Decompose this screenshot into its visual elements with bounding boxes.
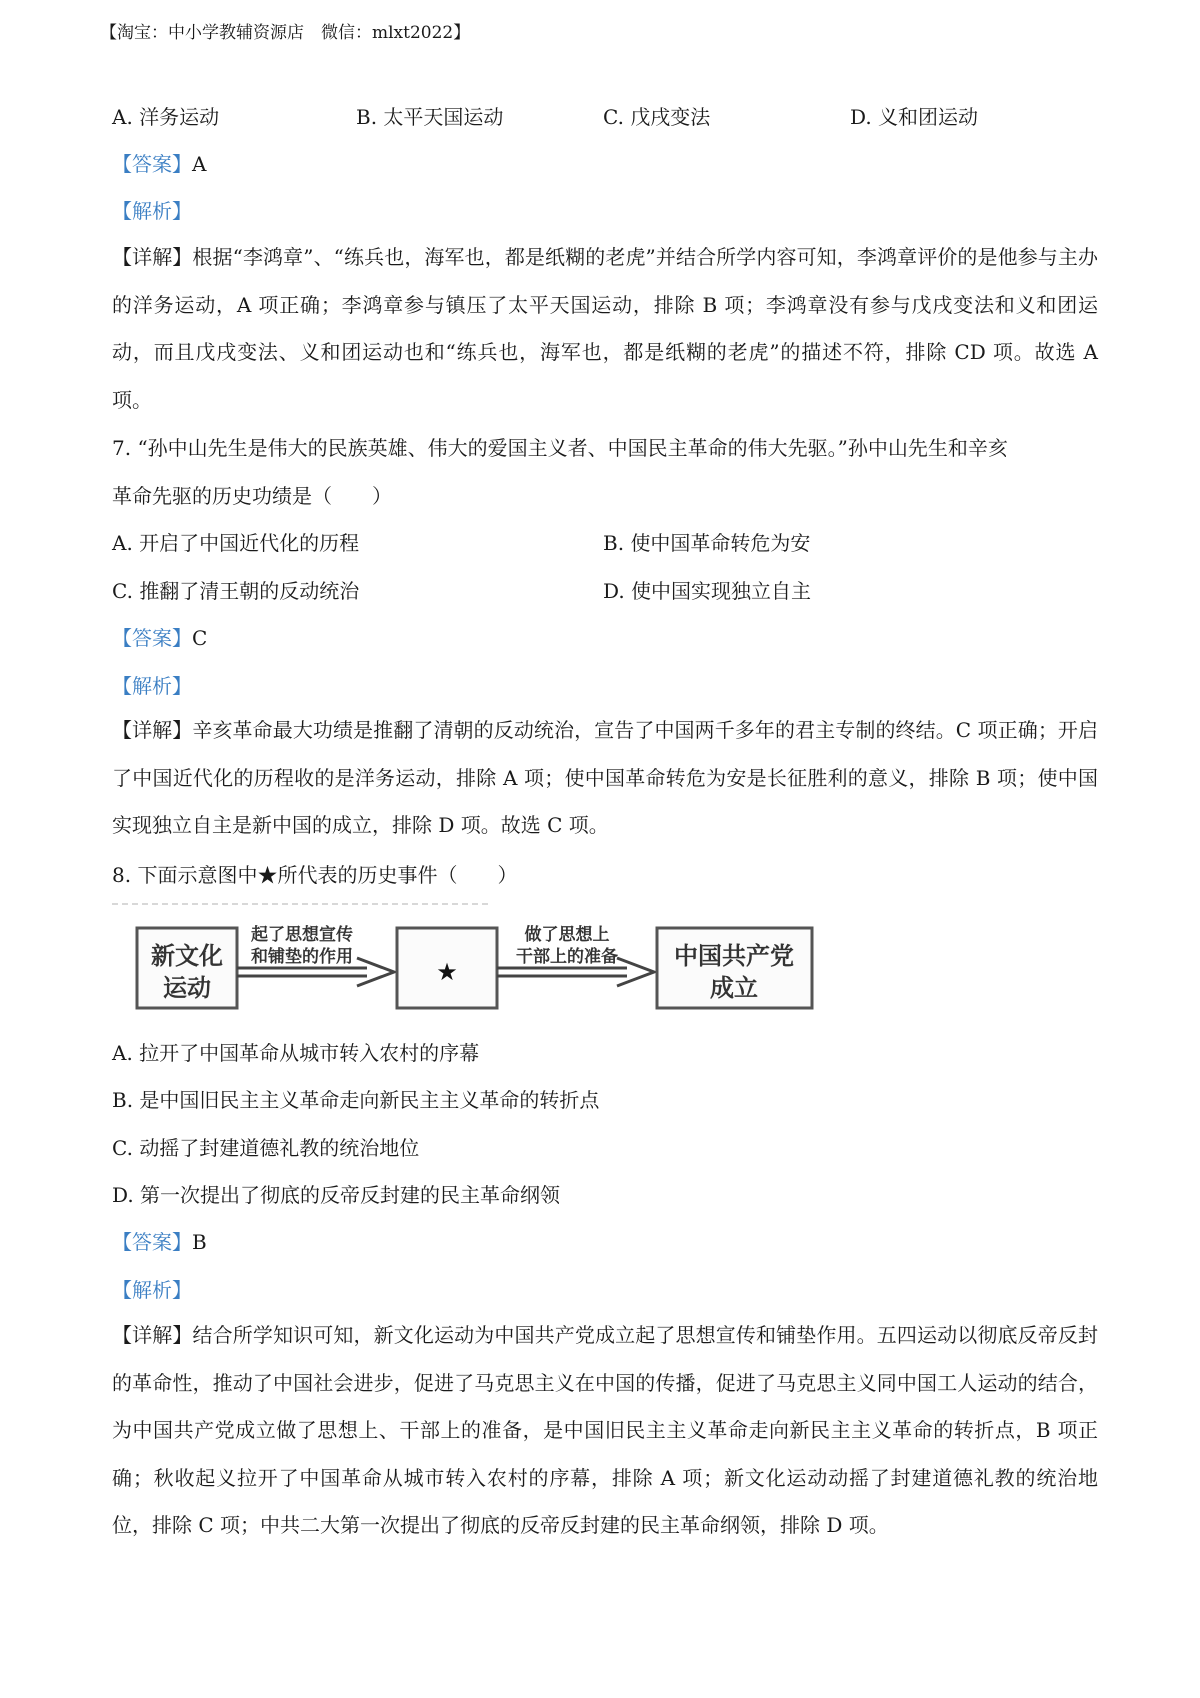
arrow1-label-line2: 和铺垫的作用	[251, 947, 353, 966]
diagram-arrow-1	[237, 924, 394, 986]
option-letter: B.	[603, 531, 625, 555]
star-icon: ★	[436, 958, 458, 986]
arrowhead-icon	[357, 958, 394, 986]
q7-option-c	[112, 578, 359, 604]
q8-option-a	[112, 1040, 479, 1066]
detail-label: 【详解】	[112, 1323, 193, 1347]
q7-analysis-label: 【解析】	[112, 674, 192, 698]
q6-answer	[112, 151, 206, 177]
header-watermark: 【淘宝：中小学教辅资源店 微信：mlxt2022】	[100, 23, 471, 43]
answer-label: 【答案】	[112, 626, 192, 650]
q6-option-b	[356, 104, 503, 130]
option-text: 使中国革命转危为安	[630, 531, 811, 555]
q7-option-a	[112, 530, 359, 556]
arrow1-label-line1: 起了思想宣传	[251, 925, 353, 944]
option-letter: A.	[112, 1041, 133, 1065]
detail-label: 【详解】	[112, 245, 193, 269]
option-letter: A.	[112, 531, 133, 555]
answer-value: A	[192, 152, 207, 176]
option-letter: D.	[850, 105, 872, 129]
diagram-box-cpc-founding	[657, 928, 812, 1008]
detail-text: 辛亥革命最大功绩是推翻了清朝的反动统治，宣告了中国两千多年的君主专制的终结。C 项正确；开启了中国近代化的历程收的是洋务运动，排除 A 项；使中国革命转危为安是长征胜利的意义，排除 B 项；使中国实现独立自主是新中国的成立，排除 D 项。故选 C 项。	[112, 718, 1099, 837]
diagram-arrow-2	[497, 924, 654, 986]
q6-option-c	[603, 104, 710, 130]
option-letter: A.	[112, 105, 133, 129]
answer-value: B	[192, 1230, 207, 1254]
arrow2-label-line2: 干部上的准备	[516, 947, 618, 966]
option-text: 戊戌变法	[630, 105, 711, 129]
q8-detail	[112, 1312, 1098, 1550]
q8-analysis-label: 【解析】	[112, 1278, 192, 1302]
answer-label: 【答案】	[112, 152, 192, 176]
detail-label: 【详解】	[112, 718, 193, 742]
q7-option-b	[603, 530, 810, 556]
q7-stem-line1: 7. “孙中山先生是伟大的民族英雄、伟大的爱国主义者、中国民主革命的伟大先驱。”孙中山先生和辛亥	[112, 436, 1008, 460]
q7-option-d	[603, 578, 811, 604]
q6-detail	[112, 234, 1098, 424]
option-letter: B.	[356, 105, 378, 129]
option-letter: D.	[603, 579, 625, 603]
box3-line1: 中国共产党	[674, 944, 794, 970]
q6-option-a	[112, 104, 219, 130]
box1-line2: 运动	[163, 976, 211, 1002]
q8-option-c	[112, 1135, 419, 1161]
option-text: 洋务运动	[139, 105, 220, 129]
answer-label: 【答案】	[112, 1230, 192, 1254]
diagram-box-star	[397, 928, 497, 1008]
option-text: 使中国实现独立自主	[631, 579, 812, 603]
box1-line1: 新文化	[151, 944, 223, 970]
q6-analysis-label: 【解析】	[112, 199, 192, 223]
diagram-box-new-culture-movement	[137, 928, 237, 1008]
option-letter: B.	[112, 1088, 134, 1112]
q8-answer	[112, 1229, 207, 1255]
option-text: 义和团运动	[878, 105, 979, 129]
option-letter: D.	[112, 1183, 134, 1207]
q7-stem-line2: 革命先驱的历史功绩是（ ）	[112, 484, 392, 508]
answer-value: C	[192, 626, 208, 650]
arrow2-label-line1: 做了思想上	[524, 925, 610, 944]
q7-answer	[112, 625, 207, 651]
option-letter: C.	[603, 105, 624, 129]
q7-detail	[112, 707, 1098, 850]
option-text: 拉开了中国革命从城市转入农村的序幕	[139, 1041, 480, 1065]
option-text: 第一次提出了彻底的反帝反封建的民主革命纲领	[140, 1183, 561, 1207]
option-text: 太平天国运动	[383, 105, 504, 129]
option-letter: C.	[112, 579, 133, 603]
q8-option-d	[112, 1182, 560, 1208]
option-text: 推翻了清王朝的反动统治	[139, 579, 360, 603]
q8-diagram	[112, 900, 882, 1020]
option-text: 是中国旧民主主义革命走向新民主主义革命的转折点	[139, 1088, 600, 1112]
q8-stem: 8. 下面示意图中★所代表的历史事件（ ）	[112, 863, 518, 887]
option-text: 动摇了封建道德礼教的统治地位	[139, 1136, 420, 1160]
detail-text: 根据“李鸿章”、“练兵也，海军也，都是纸糊的老虎”并结合所学内容可知，李鸿章评价的是他参与主办的洋务运动，A 项正确；李鸿章参与镇压了太平天国运动，排除 B 项；李鸿章没有参与戊戌变法和义和团运动，而且戊戌变法、义和团运动也和“练兵也，海军也，都是纸糊的老虎”的描述不符，排除 CD 项。故选 A 项。	[112, 245, 1099, 412]
option-letter: C.	[112, 1136, 133, 1160]
q8-option-b	[112, 1087, 599, 1113]
detail-text: 结合所学知识可知，新文化运动为中国共产党成立起了思想宣传和铺垫作用。五四运动以彻底反帝反封的革命性，推动了中国社会进步，促进了马克思主义在中国的传播，促进了马克思主义同中国工人运动的结合，为中国共产党成立做了思想上、干部上的准备，是中国旧民主主义革命走向新民主主义革命的转折点，B 项正确；秋收起义拉开了中国革命从城市转入农村的序幕，排除 A 项；新文化运动动摇了封建道德礼教的统治地位，排除 C 项；中共二大第一次提出了彻底的反帝反封建的民主革命纲领，排除 D 项。	[112, 1323, 1098, 1537]
q6-option-d	[850, 104, 978, 130]
arrowhead-icon	[617, 958, 654, 986]
box3-line2: 成立	[710, 976, 758, 1002]
option-text: 开启了中国近代化的历程	[139, 531, 360, 555]
